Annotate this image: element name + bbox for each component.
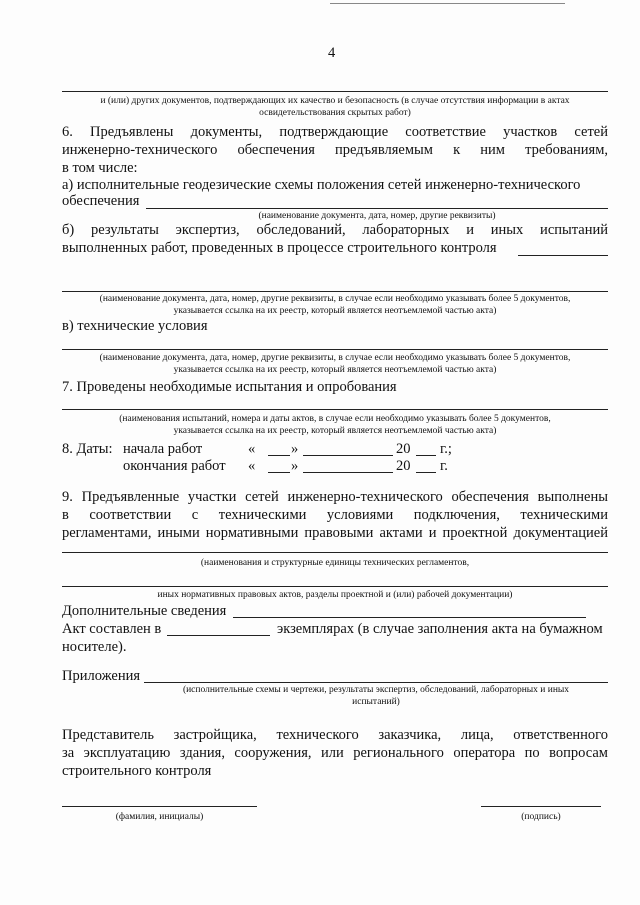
representative-line1: Представитель застройщика, технического заказчика, лица, ответственного [62, 727, 608, 743]
copies-prefix: Акт составлен в [62, 621, 162, 637]
s8-end-year-prefix: 20 [396, 458, 411, 474]
s9-caption2: иных нормативных правовых актов, разделы проектной и (или) рабочей документации) [157, 590, 513, 600]
copies-count-line [167, 635, 270, 636]
sign-caption: (подпись) [521, 812, 561, 822]
s8-start-year-prefix: 20 [396, 441, 411, 457]
name-caption: (фамилия, инициалы) [115, 812, 204, 822]
s8-end-month-line [303, 472, 393, 473]
copies-suffix: экземплярах (в случае заполнения акта на бумажном [277, 621, 603, 637]
s6-v-blank-line [62, 349, 608, 350]
s8-end-year-line [416, 472, 436, 473]
name-signature-line [62, 806, 257, 807]
s8-start-month-line [303, 455, 393, 456]
s6-line2: инженерно-технического обеспечения предъявляемым к ним требованиям, [62, 142, 608, 158]
s6-line1: 6. Предъявлены документы, подтверждающие соответствие участков сетей [62, 124, 608, 140]
s8-end-close-quote: » [291, 458, 299, 474]
attachments-caption2: испытаний) [352, 697, 400, 707]
s8-start-year-suffix: г.; [440, 441, 452, 457]
s6-b-line2: выполненных работ, проведенных в процессе строительного контроля [62, 240, 497, 256]
s8-start-year-line [416, 455, 436, 456]
attachments-line [144, 682, 608, 683]
s6-b-caption2: указывается ссылка на их реестр, который является неотъемлемой частью акта) [173, 306, 497, 316]
s7-blank-line [62, 409, 608, 410]
s7-line: 7. Проведены необходимые испытания и опробования [62, 379, 397, 395]
s6-a-line2: обеспечения [62, 193, 140, 209]
s6-v-caption1: (наименование документа, дата, номер, другие реквизиты, в случае если необходимо указывать более 5 документов, [99, 353, 571, 363]
s8-end-year-suffix: г. [440, 458, 448, 474]
top-note-line [62, 91, 608, 92]
s6-a-line1: а) исполнительные геодезические схемы положения сетей инженерно-технического [62, 177, 581, 193]
page-number: 4 [328, 45, 336, 61]
top-note-line2: освидетельствования скрытых работ) [259, 108, 411, 118]
s8-end-day-line [268, 472, 290, 473]
s9-caption1: (наименования и структурные единицы технических регламентов, [200, 558, 470, 568]
s8-start-close-quote: » [291, 441, 299, 457]
s9-blank-line2 [62, 586, 608, 587]
s9-line3: регламентами, иными нормативными правовыми актами и проектной документацией [62, 525, 608, 541]
s8-start-open-quote: « [248, 441, 256, 457]
s8-end-label: окончания работ [123, 458, 226, 474]
s6-b-fill-line [518, 255, 608, 256]
representative-line2: за эксплуатацию здания, сооружения, или регионального оператора по вопросам [62, 745, 608, 761]
sign-signature-line [481, 806, 601, 807]
s8-start-label: начала работ [123, 441, 203, 457]
s8-end-open-quote: « [248, 458, 256, 474]
additional-info-line [233, 617, 586, 618]
s6-b-caption1: (наименование документа, дата, номер, другие реквизиты, в случае если необходимо указывать более 5 документов, [99, 294, 571, 304]
s6-v-caption2: указывается ссылка на их реестр, который является неотъемлемой частью акта) [173, 365, 497, 375]
s8-label: 8. Даты: [62, 441, 113, 457]
s8-start-day-line [268, 455, 290, 456]
s7-caption1: (наименования испытаний, номера и даты актов, в случае если необходимо указывать более 5 документов, [119, 414, 551, 424]
attachments-caption1: (исполнительные схемы и чертежи, результаты экспертиз, обследований, лабораторных и иных [182, 685, 570, 695]
copies-line2: носителе). [62, 639, 127, 655]
additional-info-label: Дополнительные сведения [62, 603, 227, 619]
s6-a-fill-line [146, 208, 608, 209]
s6-b-blank-line [62, 291, 608, 292]
attachments-label: Приложения [62, 668, 141, 684]
top-note-line1: и (или) других документов, подтверждающих их качество и безопасность (в случае отсутствия информации в актах [100, 96, 570, 106]
representative-line3: строительного контроля [62, 763, 212, 779]
top-border-line [330, 3, 565, 4]
s7-caption2: указывается ссылка на их реестр, который является неотъемлемой частью акта) [173, 426, 497, 436]
s9-line2: в соответствии с техническими условиями подключения, техническими [62, 507, 608, 523]
s6-v-line: в) технические условия [62, 318, 208, 334]
s6-b-line1: б) результаты экспертиз, обследований, лабораторных и иных испытаний [62, 222, 608, 238]
s9-line1: 9. Предъявленные участки сетей инженерно-технического обеспечения выполнены [62, 489, 608, 505]
s6-line3: в том числе: [62, 160, 138, 176]
s9-blank-line1 [62, 552, 608, 553]
s6-a-caption: (наименование документа, дата, номер, другие реквизиты) [258, 211, 496, 221]
